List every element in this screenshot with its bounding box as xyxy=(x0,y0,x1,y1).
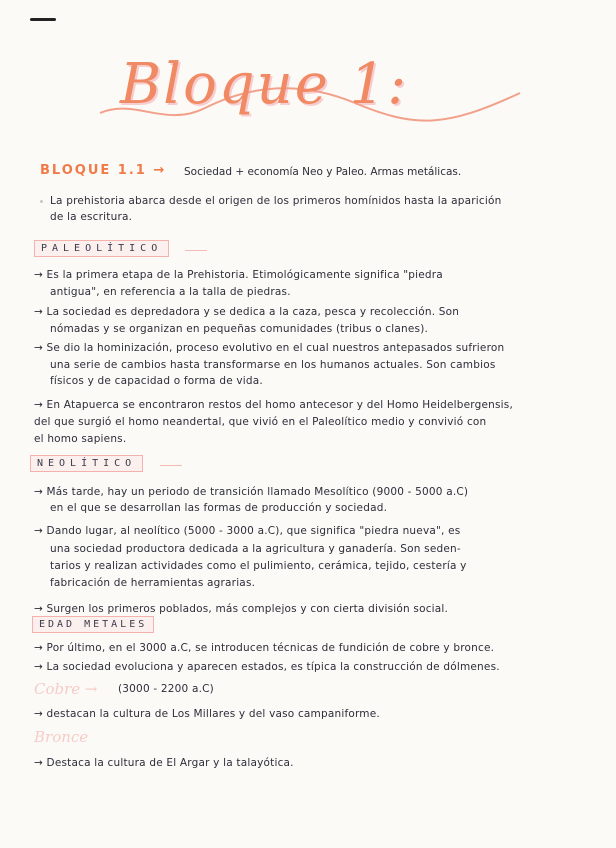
neo-line: en el que se desarrollan las formas de producción y sociedad. xyxy=(50,502,388,514)
paleo-line: → La sociedad es depredadora y se dedica a la caza, pesca y recolección. Son xyxy=(34,306,460,318)
paleo-line: el homo sapiens. xyxy=(34,433,127,445)
section-arrow xyxy=(185,250,207,251)
metal-line: → La sociedad evoluciona y aparecen estados, es típica la construcción de dólmenes. xyxy=(34,661,500,673)
page-title: Bloque 1: xyxy=(120,52,409,117)
intro-line-2: de la escritura. xyxy=(50,211,133,223)
neo-line: una sociedad productora dedicada a la agricultura y ganadería. Son seden- xyxy=(50,543,461,555)
section-arrow xyxy=(160,465,182,466)
paleo-line: nómadas y se organizan en pequeñas comunidades (tribus o clanes). xyxy=(50,323,429,335)
neo-line: tarios y realizan actividades como el pulimiento, cerámica, tejido, cestería y xyxy=(50,560,467,572)
intro-line-1: La prehistoria abarca desde el origen de los primeros homínidos hasta la aparición xyxy=(50,195,502,207)
subheading-text: Sociedad + economía Neo y Paleo. Armas metálicas. xyxy=(184,166,462,178)
section-paleolitico: PALEOLÍTICO xyxy=(34,240,169,257)
paleo-line: una serie de cambios hasta transformarse en los humanos actuales. Son cambios xyxy=(50,359,496,371)
top-dash xyxy=(30,18,56,21)
paleo-line: → Es la primera etapa de la Prehistoria. Etimológicamente significa "piedra xyxy=(34,269,443,281)
neo-line: → Surgen los primeros poblados, más complejos y con cierta división social. xyxy=(34,603,449,615)
intro-bullet xyxy=(40,200,43,203)
neo-line: → Dando lugar, al neolítico (5000 - 3000 a.C), que significa "piedra nueva", es xyxy=(34,525,461,537)
metal-line: → Por último, en el 3000 a.C, se introducen técnicas de fundición de cobre y bronce. xyxy=(34,642,495,654)
metal-line: (3000 - 2200 a.C) xyxy=(118,683,214,695)
metal-line: → destacan la cultura de Los Millares y del vaso campaniforme. xyxy=(34,708,380,720)
ghost-label-cobre: Cobre → xyxy=(34,680,98,698)
section-neolitico: NEOLÍTICO xyxy=(30,455,143,472)
metal-line: → Destaca la cultura de El Argar y la talayótica. xyxy=(34,757,294,769)
paleo-line: del que surgió el homo neandertal, que vivió en el Paleolítico medio y convivió con xyxy=(34,416,487,428)
subheading-label: BLOQUE 1.1 → xyxy=(40,163,167,178)
section-edad-metales: EDAD METALES xyxy=(32,616,154,633)
paleo-line: → Se dio la hominización, proceso evolutivo en el cual nuestros antepasados sufrieron xyxy=(34,342,505,354)
paleo-line: antigua", en referencia a la talla de piedras. xyxy=(50,286,291,298)
neo-line: → Más tarde, hay un periodo de transición llamado Mesolítico (9000 - 5000 a.C) xyxy=(34,486,469,498)
neo-line: fabricación de herramientas agrarias. xyxy=(50,577,256,589)
paleo-line: físicos y de capacidad o forma de vida. xyxy=(50,375,263,387)
paleo-line: → En Atapuerca se encontraron restos del homo antecesor y del Homo Heidelbergensis, xyxy=(34,399,513,411)
ghost-label-bronce: Bronce xyxy=(34,728,89,746)
